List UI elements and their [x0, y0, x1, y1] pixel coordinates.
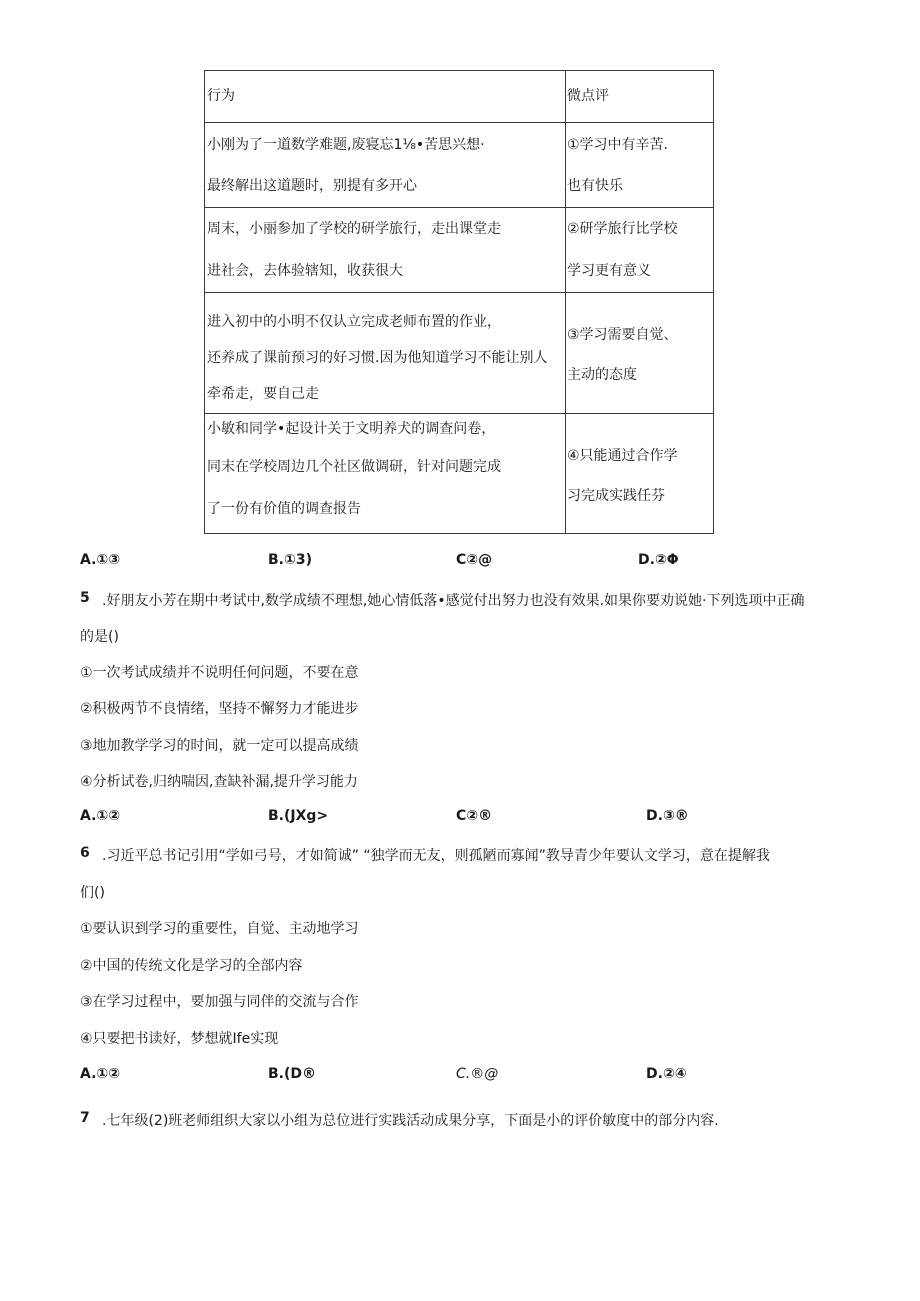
q6-item-2: ②中国的传统文化是学习的全部内容 [80, 958, 303, 974]
table-row [205, 207, 713, 292]
header-behavior: 行为 [207, 88, 235, 104]
table-row [205, 122, 713, 207]
q6-item-3: ③在学习过程中，要加强与同伴的交流与合作 [80, 994, 359, 1010]
comment-line: ③学习需要自觉、 [567, 327, 678, 343]
comment-line: 学习更有意义 [567, 263, 651, 279]
q6-option-b: B.(D® [268, 1066, 317, 1082]
q7-number: 7 [80, 1110, 90, 1126]
q6-item-1: ①要认识到学习的重要性，自觉、主动地学习 [80, 921, 359, 937]
q5-option-b: B.(JXg> [268, 808, 329, 824]
header-comment: 微点评 [567, 88, 609, 104]
table-header-row [205, 71, 713, 122]
q5-option-d: D.③® [646, 808, 689, 824]
behavior-line: 进社会，去体验辖知，收获很大 [207, 263, 403, 279]
q5-option-a: A.①② [80, 808, 121, 824]
q6-number: 6 [80, 845, 90, 861]
q4-option-c: C②@ [456, 552, 493, 568]
q5-number: 5 [80, 590, 90, 606]
q5-item-1: ①一次考试成绩并不说明任何问题，不要在意 [80, 665, 359, 681]
comment-line: ②研学旅行比学校 [567, 221, 678, 237]
comment-line: 主动的态度 [567, 367, 637, 383]
q5-stem: .好朋友小芳在期中考试中,数学成绩不理想,她心情低落•感觉付出努力也没有效果.如果你要劝说她·下列选项中正确 [102, 593, 805, 609]
q7-stem: .七年级(2)班老师组织大家以小组为总位进行实践活动成果分享，下面是小的评价敏度中的部分内容. [102, 1113, 719, 1129]
q4-option-a: A.①③ [80, 552, 121, 568]
behavior-line: 同末在学校周边几个社区做调研，针对问题完成 [207, 459, 501, 475]
q6-option-d: D.②④ [646, 1066, 687, 1082]
behavior-line: 了一份有价值的调查报告 [207, 501, 361, 517]
behavior-line: 周末，小丽参加了学校的研学旅行，走出课堂走 [207, 221, 501, 237]
behavior-line: 牵希走，要自己走 [207, 386, 319, 402]
q6-option-c: C.®@ [456, 1066, 499, 1082]
comment-line: ④只能通过合作学 [567, 448, 678, 464]
behavior-comment-table [204, 70, 714, 534]
q6-option-a: A.①② [80, 1066, 121, 1082]
q6-stem: .习近平总书记引用“学如弓号，才如简诚” “独学而无友，则孤陋而寡闻”教导青少年要认文学习，意在提解我 [102, 848, 770, 864]
comment-line: ①学习中有辛苦. [567, 137, 669, 153]
behavior-line: 最终解出这道题时，别提有多开心 [207, 178, 417, 194]
q5-option-c: C②® [456, 808, 493, 824]
q4-option-d: D.②Φ [638, 552, 679, 568]
table-row [205, 413, 713, 534]
table-row [205, 292, 713, 413]
q5-stem-cont: 的是() [80, 629, 119, 645]
behavior-line: 小刚为了一道数学难题,废寝忘1⅛•苦思兴想· [207, 137, 485, 153]
q4-option-b: B.①3) [268, 552, 312, 568]
q6-item-4: ④只要把书读好，梦想就Ife实现 [80, 1031, 279, 1047]
behavior-line: 还养成了课前预习的好习惯.因为他知道学习不能让别人 [207, 350, 548, 366]
q5-item-4: ④分析试卷,归纳喘因,查缺补漏,提升学习能力 [80, 774, 358, 790]
comment-line: 习完成实践任芬 [567, 488, 665, 504]
q5-item-2: ②积极两节不良情绪，坚持不懈努力才能进步 [80, 701, 359, 717]
q5-item-3: ③地加教学学习的时间，就一定可以提高成绩 [80, 738, 359, 754]
comment-line: 也有快乐 [567, 178, 623, 194]
q6-stem-cont: 们() [80, 885, 105, 901]
behavior-line: 进入初中的小明不仅认立完成老师布置的作业， [207, 314, 501, 330]
behavior-line: 小敏和同学•起设计关于文明养犬的调查问卷， [207, 421, 496, 437]
